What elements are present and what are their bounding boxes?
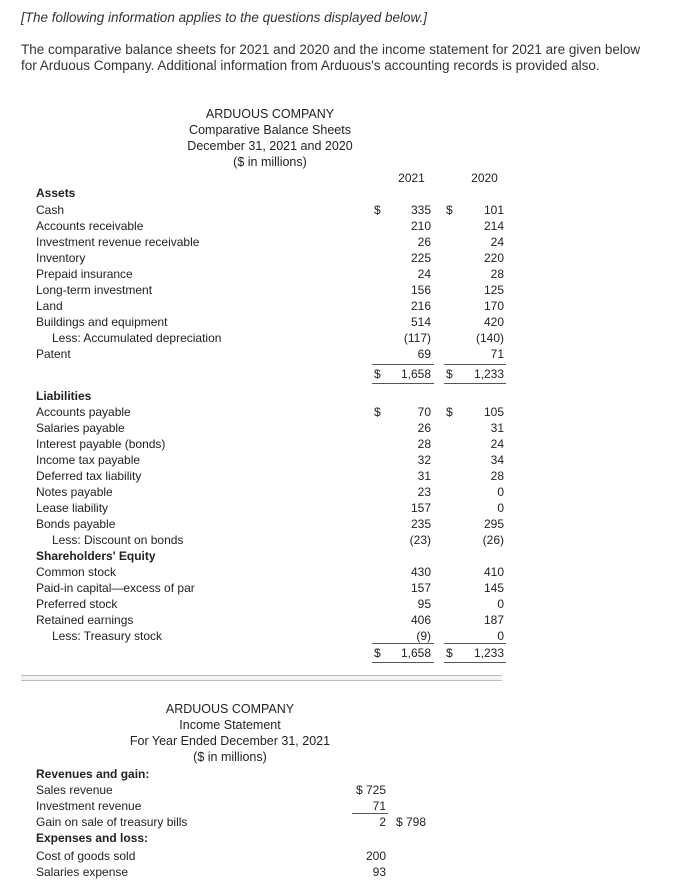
section-divider bbox=[21, 675, 502, 681]
asset-row-label: Inventory bbox=[36, 251, 86, 265]
asset-row-2020: 101 bbox=[483, 203, 504, 217]
liability-row-label: Lease liability bbox=[36, 501, 109, 515]
equity-row-2021: (9) bbox=[416, 629, 431, 643]
liability-row-label: Notes payable bbox=[36, 485, 113, 499]
assets-total-rule-2021 bbox=[372, 364, 434, 365]
is-expenses-heading: Expenses and loss: bbox=[36, 831, 149, 845]
liability-row-2021: 23 bbox=[417, 485, 431, 499]
is-investment-label: Investment revenue bbox=[36, 799, 142, 813]
asset-row-2021: 225 bbox=[410, 251, 431, 265]
assets-total-double-rule-2021 bbox=[372, 383, 434, 384]
asset-row-2021: 26 bbox=[417, 235, 431, 249]
is-units: ($ in millions) bbox=[193, 750, 267, 764]
liability-row-2020: (26) bbox=[482, 533, 504, 547]
is-sales-label: Sales revenue bbox=[36, 783, 113, 797]
liabilities-heading: Liabilities bbox=[36, 389, 92, 403]
intro-paragraph: The comparative balance sheets for 2021 and 2020 and the income statement for 2021 are given below for Arduous Company. Additional information from Arduous's accounting records is provided also. bbox=[21, 42, 641, 73]
equity-row-2020: 410 bbox=[483, 565, 504, 579]
is-gain-label: Gain on sale of treasury bills bbox=[36, 815, 188, 829]
liability-row-dollar-2020: $ bbox=[446, 405, 453, 419]
liab-equity-total-double-rule-2021 bbox=[372, 662, 434, 663]
asset-row-2021: 24 bbox=[417, 267, 431, 281]
liab-equity-total-2020: 1,233 bbox=[473, 646, 504, 660]
equity-row-2021: 430 bbox=[410, 565, 431, 579]
is-investment-value: 71 bbox=[372, 799, 386, 813]
asset-row-label: Accounts receivable bbox=[36, 219, 144, 233]
liability-row-label: Bonds payable bbox=[36, 517, 116, 531]
asset-row-2021: 514 bbox=[410, 315, 431, 329]
col-header-2021: 2021 bbox=[398, 171, 425, 185]
asset-row-dollar-2021: $ bbox=[374, 203, 381, 217]
liab-equity-total-2021: 1,658 bbox=[400, 646, 431, 660]
equity-row-2021: 406 bbox=[410, 613, 431, 627]
equity-row-2020: 145 bbox=[483, 581, 504, 595]
liab-equity-total-double-rule-2020 bbox=[444, 662, 506, 663]
equity-row-2021: 157 bbox=[410, 581, 431, 595]
equity-heading: Shareholders' Equity bbox=[36, 549, 156, 563]
is-period: For Year Ended December 31, 2021 bbox=[129, 734, 331, 748]
liability-row-2021: 32 bbox=[417, 453, 431, 467]
liability-row-2020: 105 bbox=[483, 405, 504, 419]
asset-row-2021: 210 bbox=[410, 219, 431, 233]
equity-row-2020: 0 bbox=[497, 597, 504, 611]
is-revenues-heading: Revenues and gain: bbox=[36, 767, 150, 781]
assets-total-2021: 1,658 bbox=[400, 367, 431, 381]
liability-row-2021: 70 bbox=[417, 405, 431, 419]
asset-row-2020: 71 bbox=[490, 347, 504, 361]
asset-row-label: Investment revenue receivable bbox=[36, 235, 200, 249]
liab-equity-total-rule-2021 bbox=[372, 643, 434, 644]
bs-title: Comparative Balance Sheets bbox=[189, 123, 351, 137]
is-sales-value: $ 725 bbox=[355, 783, 386, 797]
liability-row-2021: (23) bbox=[409, 533, 431, 547]
is-cogs-value: 200 bbox=[365, 849, 386, 863]
col-header-2020: 2020 bbox=[471, 171, 498, 185]
is-company: ARDUOUS COMPANY bbox=[165, 702, 295, 716]
liability-row-dollar-2021: $ bbox=[374, 405, 381, 419]
liab-equity-total-dollar-2021: $ bbox=[374, 646, 381, 660]
liability-row-label: Income tax payable bbox=[36, 453, 141, 467]
liability-row-2020: 295 bbox=[483, 517, 504, 531]
asset-row-2020: 125 bbox=[483, 283, 504, 297]
is-subtotal-underline bbox=[352, 813, 388, 814]
asset-row-2021: 216 bbox=[410, 299, 431, 313]
liability-row-2021: 235 bbox=[410, 517, 431, 531]
liability-row-2020: 34 bbox=[490, 453, 504, 467]
liability-row-label: Salaries payable bbox=[36, 421, 125, 435]
asset-row-label: Land bbox=[36, 299, 63, 313]
asset-row-2020: 24 bbox=[490, 235, 504, 249]
asset-row-2020: 214 bbox=[483, 219, 504, 233]
asset-row-label: Buildings and equipment bbox=[36, 315, 168, 329]
assets-heading: Assets bbox=[36, 186, 76, 200]
is-title: Income Statement bbox=[179, 718, 281, 732]
liability-row-label: Deferred tax liability bbox=[36, 469, 142, 483]
assets-total-double-rule-2020 bbox=[444, 383, 506, 384]
equity-row-label: Preferred stock bbox=[36, 597, 118, 611]
bs-company: ARDUOUS COMPANY bbox=[205, 107, 335, 121]
asset-row-2020: 28 bbox=[490, 267, 504, 281]
assets-total-dollar-2021: $ bbox=[374, 367, 381, 381]
asset-row-label: Long-term investment bbox=[36, 283, 153, 297]
equity-row-label: Retained earnings bbox=[36, 613, 134, 627]
liab-equity-total-dollar-2020: $ bbox=[446, 646, 453, 660]
bs-date: December 31, 2021 and 2020 bbox=[187, 139, 353, 153]
liability-row-label: Accounts payable bbox=[36, 405, 131, 419]
asset-row-2021: 335 bbox=[410, 203, 431, 217]
is-gain-value: 2 bbox=[379, 815, 386, 829]
liability-row-2021: 28 bbox=[417, 437, 431, 451]
asset-row-dollar-2020: $ bbox=[446, 203, 453, 217]
bs-units: ($ in millions) bbox=[233, 155, 307, 169]
is-cogs-label: Cost of goods sold bbox=[36, 849, 136, 863]
is-salaries-value: 93 bbox=[372, 865, 386, 879]
liability-row-2021: 31 bbox=[417, 469, 431, 483]
asset-row-2020: (140) bbox=[475, 331, 504, 345]
liability-row-2020: 0 bbox=[497, 501, 504, 515]
equity-row-label: Less: Treasury stock bbox=[52, 629, 163, 643]
liability-row-label: Less: Discount on bonds bbox=[52, 533, 184, 547]
liability-row-2020: 28 bbox=[490, 469, 504, 483]
asset-row-label: Prepaid insurance bbox=[36, 267, 133, 281]
asset-row-2020: 220 bbox=[483, 251, 504, 265]
asset-row-label: Cash bbox=[36, 203, 65, 217]
instruction-note: [The following information applies to the questions displayed below.] bbox=[21, 10, 427, 25]
asset-row-2021: (117) bbox=[403, 331, 431, 345]
is-revenue-total: $ 798 bbox=[396, 815, 427, 829]
equity-row-2021: 95 bbox=[417, 597, 431, 611]
is-salaries-label: Salaries expense bbox=[36, 865, 129, 879]
liability-row-2020: 24 bbox=[490, 437, 504, 451]
liability-row-2021: 26 bbox=[417, 421, 431, 435]
assets-total-2020: 1,233 bbox=[473, 367, 504, 381]
asset-row-label: Patent bbox=[36, 347, 71, 361]
liab-equity-total-rule-2020 bbox=[444, 643, 506, 644]
equity-row-label: Paid-in capital—excess of par bbox=[36, 581, 195, 595]
liability-row-2021: 157 bbox=[410, 501, 431, 515]
equity-row-label: Common stock bbox=[36, 565, 117, 579]
liability-row-2020: 0 bbox=[497, 485, 504, 499]
liability-row-2020: 31 bbox=[490, 421, 504, 435]
equity-row-2020: 0 bbox=[497, 629, 504, 643]
assets-total-dollar-2020: $ bbox=[446, 367, 453, 381]
asset-row-label: Less: Accumulated depreciation bbox=[52, 331, 222, 345]
equity-row-2020: 187 bbox=[483, 613, 504, 627]
asset-row-2021: 156 bbox=[410, 283, 431, 297]
asset-row-2020: 170 bbox=[483, 299, 504, 313]
asset-row-2021: 69 bbox=[417, 347, 431, 361]
assets-total-rule-2020 bbox=[444, 364, 506, 365]
asset-row-2020: 420 bbox=[483, 315, 504, 329]
liability-row-label: Interest payable (bonds) bbox=[36, 437, 166, 451]
